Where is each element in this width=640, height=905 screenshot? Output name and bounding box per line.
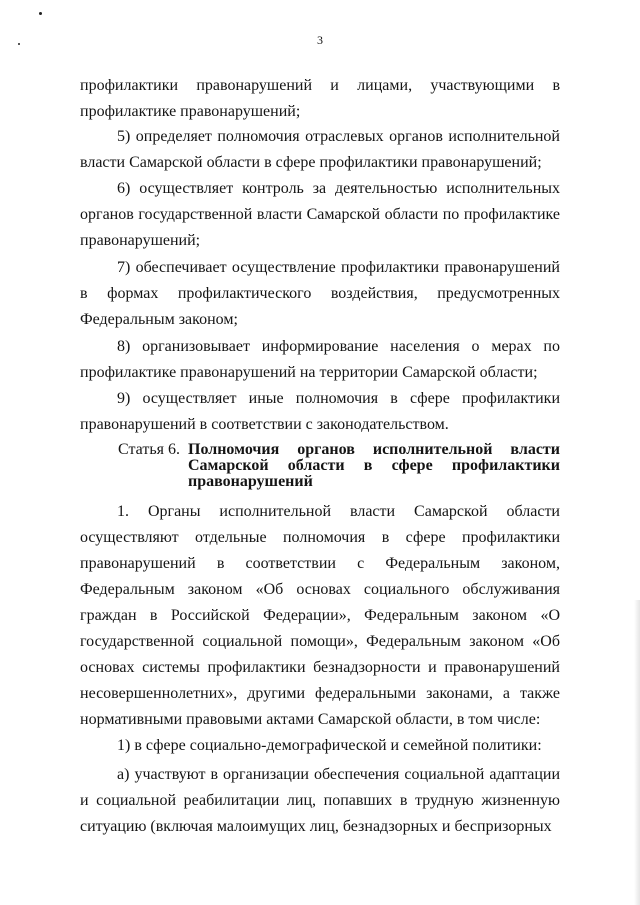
paragraph-item-8: 8) организовывает информирование населения о мерах по профилактике правонарушений на территории Самарской области; [80, 338, 560, 381]
scan-edge-shadow [634, 600, 640, 905]
paragraph-item-6: 6) осуществляет контроль за деятельностью исполнительных органов государственной власти Самарской области по профилактике правонарушений; [80, 180, 560, 249]
page-number: 3 [317, 33, 323, 47]
paragraph-subitem-a: а) участвуют в организации обеспечения социальной адаптации и социальной реабилитации лиц, попавших в трудную жизненную ситуацию (включая малоимущих лиц, безнадзорных и беспризорных [80, 766, 560, 835]
paragraph-item-9: 9) осуществляет иные полномочия в сфере профилактики правонарушений в соответствии с законодательством. [80, 390, 560, 433]
paragraph-item-7: 7) обеспечивает осуществление профилактики правонарушений в формах профилактического воздействия, предусмотренных Федеральным законом; [80, 259, 560, 328]
article-label: Статья 6. [118, 441, 180, 458]
paragraph-continuation: профилактики правонарушений и лицами, участвующими в профилактике правонарушений; [80, 77, 560, 120]
paragraph-subitem-1: 1) в сфере социально-демографической и семейной политики: [117, 737, 542, 754]
paragraph-item-5: 5) определяет полномочия отраслевых органов исполнительной власти Самарской области в сфере профилактики правонарушений; [80, 128, 560, 171]
paragraph-article-6-part-1: 1. Органы исполнительной власти Самарской области осуществляют отдельные полномочия в сфере профилактики правонарушений в соответствии с Федеральным законом, Федеральным законом «Об основах социального обслуживания граждан в Российской Федерации», Федеральным законом «О государственной социальной помощи», Федеральным законом «Об основах системы профилактики безнадзорности и правонарушений несовершеннолетних», другими федеральными законами, а также нормативными правовыми актами Самарской области, в том числе: [80, 503, 560, 728]
article-title: Полномочия органов исполнительной власти Самарской области в сфере профилактики правонарушений [188, 441, 560, 490]
scan-speck [39, 12, 42, 15]
